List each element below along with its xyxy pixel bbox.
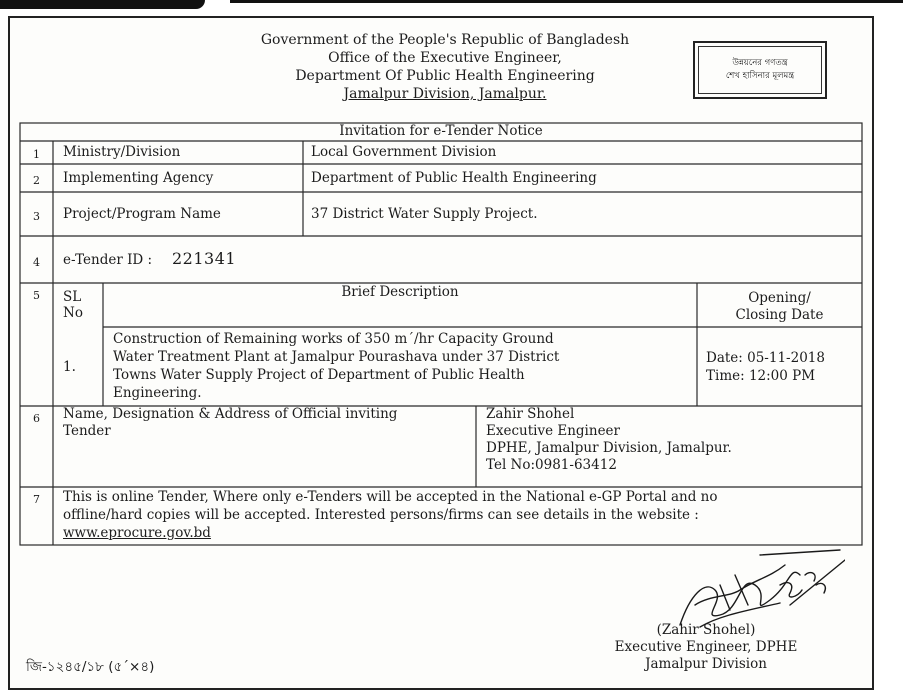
- header-line-4: Jamalpur Division, Jamalpur.: [343, 86, 547, 102]
- sl-header: SL: [63, 289, 82, 305]
- official-tel: Tel No:0981-63412: [486, 457, 617, 473]
- row-number: 3: [33, 210, 40, 223]
- opening-date: Date: 05-11-2018: [706, 350, 825, 366]
- etender-id-value: 221341: [172, 249, 237, 268]
- row-value: Local Government Division: [311, 144, 497, 160]
- opening-time: Time: 12:00 PM: [706, 368, 816, 384]
- stamp-line-2: শেখ হাসিনার মূলমন্ত্র: [725, 71, 795, 81]
- signature-block: [596, 622, 816, 673]
- official-label-2: Tender: [63, 423, 111, 439]
- row-label: Project/Program Name: [63, 206, 221, 222]
- sl-header-no: No: [63, 305, 83, 321]
- etender-id-label: e-Tender ID :: [63, 252, 153, 268]
- signatory-title: Executive Engineer, DPHE: [614, 639, 798, 655]
- row-label: Ministry/Division: [63, 144, 181, 160]
- official-address: DPHE, Jamalpur Division, Jamalpur.: [486, 440, 732, 456]
- row-number: 6: [33, 412, 40, 425]
- stamp-line-1: উন্নয়নের গণতন্ত্র: [732, 58, 788, 68]
- row-label: Implementing Agency: [63, 170, 214, 186]
- opening-closing-header-2: Closing Date: [735, 307, 824, 323]
- official-name: Zahir Shohel: [486, 406, 575, 422]
- row-number: 7: [33, 493, 40, 506]
- item-sl: 1.: [63, 359, 76, 375]
- opening-closing-header: Opening/: [748, 290, 811, 306]
- row-number: 4: [33, 256, 40, 269]
- table-title: Invitation for e-Tender Notice: [339, 123, 543, 139]
- header-line-1: Government of the People's Republic of Bangladesh: [260, 32, 630, 48]
- item-description: Engineering.: [113, 385, 202, 401]
- publication-code: জি-১২৪৫/১৮ (৫´×৪): [26, 659, 155, 675]
- row-number: 5: [33, 289, 40, 302]
- handwritten-signature: [660, 545, 845, 630]
- eprocure-link[interactable]: www.eprocure.gov.bd: [63, 525, 211, 541]
- row-number: 2: [33, 174, 40, 187]
- signatory-division: Jamalpur Division: [645, 656, 767, 672]
- row-value: Department of Public Health Engineering: [311, 170, 597, 186]
- header-line-3: Department Of Public Health Engineering: [295, 68, 595, 84]
- item-description: Towns Water Supply Project of Department of Public Health: [113, 367, 525, 383]
- row-number: 1: [33, 148, 40, 161]
- item-description: Construction of Remaining works of 350 m´/hr Capacity Ground: [113, 331, 554, 347]
- header-line-2: Office of the Executive Engineer,: [328, 50, 562, 66]
- row-value: 37 District Water Supply Project.: [311, 206, 538, 222]
- brief-description-header: Brief Description: [341, 284, 459, 300]
- official-designation: Executive Engineer: [486, 423, 620, 439]
- item-description: Water Treatment Plant at Jamalpur Pourashava under 37 District: [113, 349, 560, 365]
- official-label: Name, Designation & Address of Official inviting: [63, 406, 398, 422]
- online-tender-text: This is online Tender, Where only e-Tenders will be accepted in the National e-GP Portal and no: [63, 489, 718, 505]
- signatory-name: (Zahir Shohel): [656, 622, 756, 638]
- online-tender-text-2: offline/hard copies will be accepted. Interested persons/firms can see details in the website :: [63, 507, 699, 523]
